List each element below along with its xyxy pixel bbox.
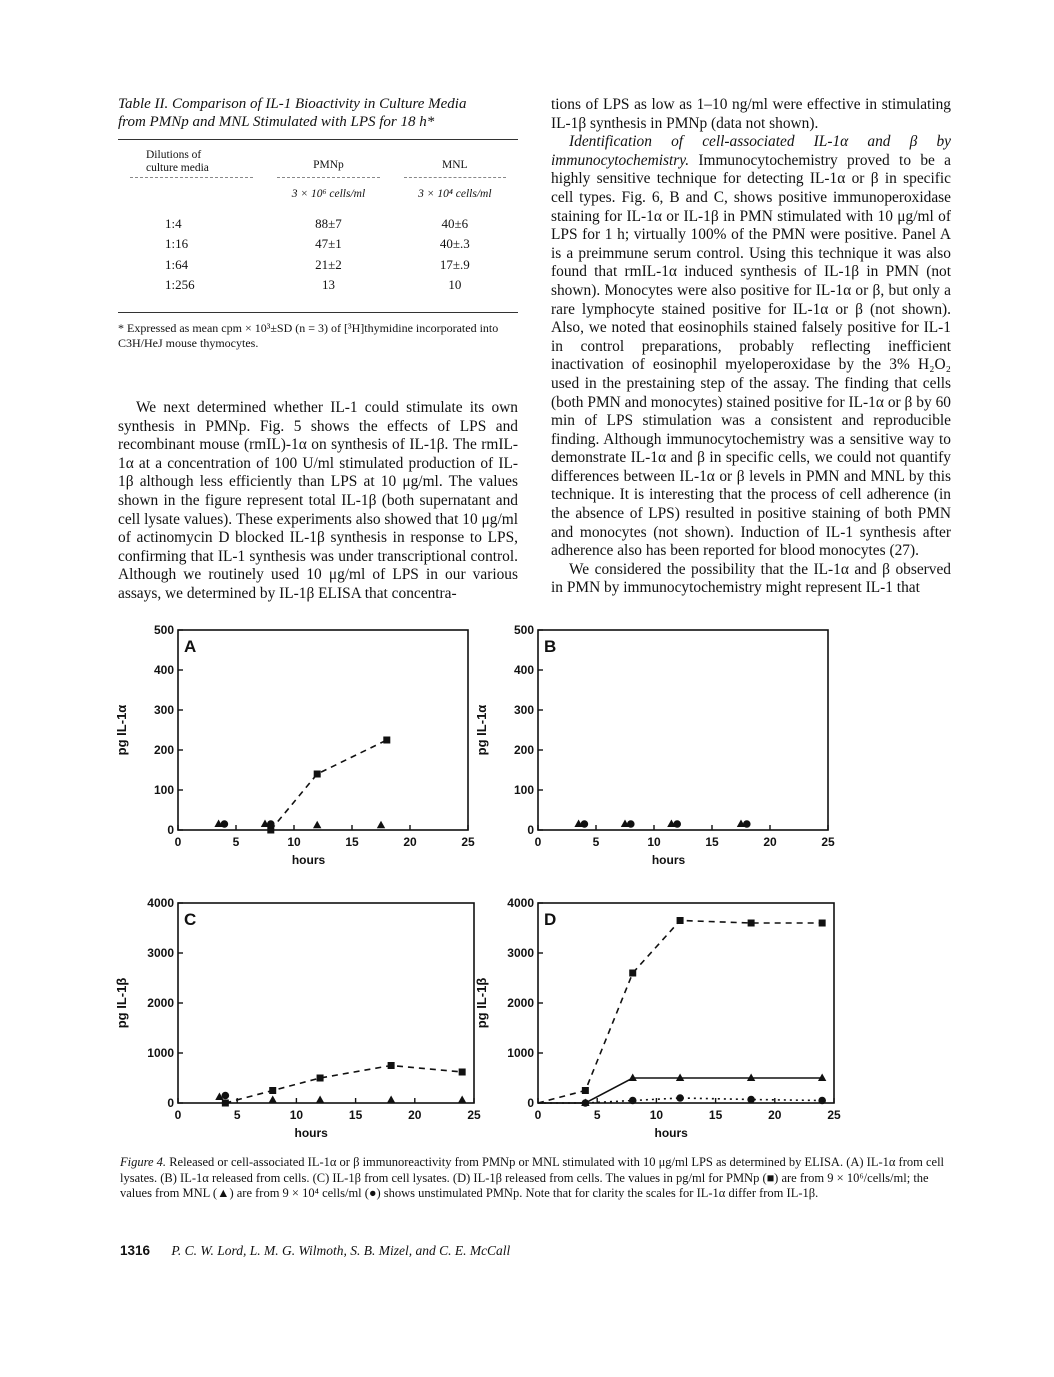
x-tick-label: 0 bbox=[534, 835, 542, 849]
y-tick-label: 4000 bbox=[147, 896, 174, 910]
y-axis-label: pg IL-1β bbox=[114, 977, 129, 1029]
x-axis-label: hours bbox=[654, 1126, 688, 1140]
panel-d bbox=[474, 896, 841, 1140]
x-tick-label: 20 bbox=[768, 1108, 782, 1122]
y-tick-label: 100 bbox=[153, 783, 174, 797]
unit-empty bbox=[118, 179, 265, 214]
table-title bbox=[118, 96, 518, 131]
point-circle bbox=[673, 820, 681, 828]
point-circle bbox=[582, 1099, 590, 1107]
x-tick-label: 10 bbox=[649, 1108, 664, 1122]
x-tick-label: 15 bbox=[708, 1108, 723, 1122]
y-tick-label: 3000 bbox=[147, 946, 174, 960]
left-column bbox=[118, 96, 518, 604]
panel-a bbox=[114, 623, 475, 867]
point-square bbox=[383, 737, 390, 744]
x-axis-label: hours bbox=[294, 1126, 328, 1140]
y-tick-label: 400 bbox=[513, 663, 534, 677]
point-square bbox=[748, 920, 755, 927]
cell-mnl: 40±6 bbox=[441, 215, 469, 231]
units-row bbox=[118, 179, 518, 214]
y-tick-label: 100 bbox=[513, 783, 534, 797]
x-tick-label: 15 bbox=[345, 835, 359, 849]
table-row bbox=[118, 275, 518, 296]
point-circle bbox=[676, 1094, 684, 1102]
y-tick-label: 200 bbox=[513, 743, 534, 757]
body-paragraph: tions of LPS as low as 1–10 ng/ml were effective in stimulating IL-1β synthesis in PMNp (data not shown). bbox=[551, 96, 951, 132]
table-title-line: Table II. Comparison of IL-1 Bioactivity in Culture Media bbox=[118, 96, 467, 112]
table-footnote: * Expressed as mean cpm × 10³±SD (n = 3) of [³H]thymidine incorporated into C3H/HeJ mouse thymocytes. bbox=[118, 320, 499, 350]
cell-dilution: 1:64 bbox=[165, 256, 189, 272]
point-square bbox=[222, 1100, 229, 1107]
point-square bbox=[629, 970, 636, 977]
point-square bbox=[269, 1087, 276, 1094]
running-authors: P. C. W. Lord, L. M. G. Wilmoth, S. B. Mizel, and C. E. McCall bbox=[171, 1243, 511, 1258]
y-tick-label: 300 bbox=[513, 703, 534, 717]
y-tick-label: 0 bbox=[527, 823, 534, 837]
point-square bbox=[819, 920, 826, 927]
point-triangle bbox=[269, 1096, 277, 1104]
x-tick-label: 20 bbox=[408, 1108, 422, 1122]
point-circle bbox=[818, 1097, 826, 1105]
y-tick-label: 3000 bbox=[507, 946, 534, 960]
series-line-square bbox=[271, 740, 387, 830]
body-paragraph: We considered the possibility that the IL-1α and β observed in PMN by immunocytochemistry might represent IL-1 that bbox=[551, 560, 951, 597]
x-axis-label: hours bbox=[651, 853, 686, 867]
header-pmnp: PMNp bbox=[313, 159, 344, 172]
header-dilutions-line: culture media bbox=[146, 162, 209, 174]
dash-rule bbox=[404, 177, 506, 178]
point-square bbox=[388, 1062, 395, 1069]
panel-letter: C bbox=[184, 910, 197, 929]
y-tick-label: 500 bbox=[153, 623, 174, 637]
unit-pmnp: 3 × 10⁶ cells/ml bbox=[291, 188, 366, 200]
unit-mnl: 3 × 10⁴ cells/ml bbox=[418, 188, 492, 200]
y-tick-label: 0 bbox=[167, 1096, 174, 1110]
series-line-square bbox=[225, 1066, 462, 1104]
cell-pmnp: 88±7 bbox=[315, 215, 342, 231]
point-square bbox=[317, 1075, 324, 1082]
x-tick-label: 25 bbox=[827, 1108, 841, 1122]
cell-pmnp: 13 bbox=[321, 277, 335, 293]
plot-frame bbox=[178, 630, 468, 830]
point-square bbox=[314, 771, 321, 778]
x-tick-label: 0 bbox=[174, 835, 182, 849]
point-square bbox=[677, 917, 684, 924]
dash-rule bbox=[277, 177, 379, 178]
x-axis-label: hours bbox=[291, 853, 326, 867]
point-circle bbox=[222, 1092, 230, 1100]
header-dilutions-line: Dilutions of bbox=[146, 149, 202, 161]
caption-label: Figure 4. bbox=[120, 1155, 167, 1169]
y-tick-label: 300 bbox=[153, 703, 174, 717]
x-tick-label: 20 bbox=[763, 835, 777, 849]
y-tick-label: 400 bbox=[153, 663, 174, 677]
body-paragraph: We next determined whether IL-1 could stimulate its own synthesis in PMNp. Fig. 5 shows the effects of LPS and recombinant mouse (rmIL)-1α on synthesis of IL-1β. The rmIL-1α at a concentration of 100 U/ml stimulated production of IL-1β although less efficiently than LPS at 10 μg/ml. The values shown in the figure represent total IL-1β (both supernatant and cell lysate values). These experiments also showed that 10 μg/ml of actinomycin D blocked IL-1β synthesis in response to LPS, confirming that IL-1 synthesis was under transcriptional control. Although we routinely used 10 μg/ml of LPS in our various assays, we determined by IL-1β ELISA that concentra- bbox=[118, 398, 518, 602]
x-tick-label: 20 bbox=[403, 835, 417, 849]
figure-4 bbox=[100, 618, 960, 1158]
header-mnl: MNL bbox=[442, 159, 468, 172]
plot-frame bbox=[538, 630, 828, 830]
point-square bbox=[459, 1069, 466, 1076]
x-tick-label: 0 bbox=[534, 1108, 542, 1122]
point-circle bbox=[581, 820, 589, 828]
header-dilutions bbox=[118, 148, 265, 176]
table-row bbox=[118, 234, 518, 255]
page-number: 1316 bbox=[120, 1243, 151, 1258]
y-tick-label: 0 bbox=[527, 1096, 534, 1110]
point-circle bbox=[747, 1096, 755, 1104]
panel-letter: D bbox=[544, 910, 557, 929]
table-title-line: from PMNp and MNL Stimulated with LPS for 18 h* bbox=[118, 113, 435, 130]
point-circle bbox=[629, 1097, 637, 1105]
x-tick-label: 25 bbox=[467, 1108, 481, 1122]
x-tick-label: 15 bbox=[705, 835, 719, 849]
point-square bbox=[582, 1087, 589, 1094]
table-bottom-rule bbox=[118, 312, 518, 313]
x-tick-label: 10 bbox=[647, 835, 661, 849]
panel-letter: B bbox=[544, 637, 557, 656]
point-triangle bbox=[316, 1096, 324, 1104]
cell-mnl: 17±.9 bbox=[439, 256, 470, 272]
cell-mnl: 40±.3 bbox=[439, 236, 470, 252]
caption-text: Released or cell-associated IL-1α or β immunoreactivity from PMNp or MNL stimulated with 10 μg/ml LPS as determined by ELISA. (A) IL-1α from cell lysates. (B) IL-1α released from cells. (C) IL-1β from cell lysates. (D) IL-1β released from cells. The values in pg/ml for PMNp (■) are from 9 × 10⁶/cells/ml; the values from MNL (▲) are from 9 × 10⁴ cells/ml (●) shows unstimulated PMNp. Note that for clarity the scales for IL-1α differ from IL-1β. bbox=[120, 1155, 945, 1200]
x-tick-label: 15 bbox=[348, 1108, 363, 1122]
x-tick-label: 5 bbox=[593, 1108, 601, 1122]
body-paragraph bbox=[551, 133, 951, 561]
x-tick-label: 10 bbox=[287, 835, 301, 849]
y-tick-label: 1000 bbox=[507, 1046, 534, 1060]
dash-rule bbox=[130, 177, 253, 178]
x-tick-label: 25 bbox=[821, 835, 835, 849]
point-circle bbox=[267, 820, 275, 828]
y-tick-label: 500 bbox=[513, 623, 534, 637]
x-tick-label: 5 bbox=[233, 1108, 241, 1122]
cell-mnl: 10 bbox=[448, 277, 462, 293]
cell-dilution: 1:4 bbox=[165, 215, 182, 231]
panel-b bbox=[474, 623, 835, 867]
cell-dilution: 1:256 bbox=[165, 277, 195, 293]
y-tick-label: 2000 bbox=[507, 996, 534, 1010]
x-tick-label: 5 bbox=[592, 835, 600, 849]
panel-c bbox=[114, 896, 481, 1140]
point-triangle bbox=[387, 1096, 395, 1104]
table-top-rule bbox=[118, 139, 518, 140]
plot-frame bbox=[178, 903, 474, 1103]
y-tick-label: 4000 bbox=[507, 896, 534, 910]
cell-dilution: 1:16 bbox=[165, 236, 189, 252]
cell-pmnp: 47±1 bbox=[315, 236, 342, 252]
cell-pmnp: 21±2 bbox=[315, 256, 342, 272]
point-triangle bbox=[313, 821, 321, 829]
point-circle bbox=[743, 820, 751, 828]
table-header-row bbox=[118, 148, 518, 176]
point-triangle bbox=[458, 1096, 466, 1104]
table-ii bbox=[118, 148, 518, 296]
figure-caption bbox=[120, 1155, 955, 1202]
x-tick-label: 25 bbox=[461, 835, 475, 849]
x-tick-label: 0 bbox=[174, 1108, 182, 1122]
point-circle bbox=[221, 820, 229, 828]
y-axis-label: pg IL-1α bbox=[114, 704, 129, 756]
section-body: Immunocytochemistry proved to be a highly sensitive technique for detecting IL-1α or β in specific cell types. Fig. 6, B and C, shows positive immunoperoxidase staining for IL-1α or IL-1β in PMN stimulated with 10 μg/ml of LPS for 1 h; virtually 100% of the PMN were positive. Panel A is a preimmune serum control. Using this technique it was also found that rmIL-1α induced synthesis of IL-1β in PMN (not shown). Monocytes were also positive for IL-1α or β, but only a rare lymphocyte stained positive for IL-1α or β (not shown). Also, we noted that eosinophils stained falsely positive for IL-1 in control preparations, probably reflecting inefficient inactivation of eosinophil myeloperoxidase by the 3% H₂O₂ used in the prestaining step of the assay. The finding that cells (both PMN and monocytes) stained positive for IL-1α or β by 60 min of LPS stimulation was a consistent and reproducible finding. Although immunocytochemistry was a sensitive way to demonstrate IL-1α and β in specific cells, we could not quantify differences between IL-1α or β levels in PMN and MNL by this technique. It is interesting that the process of cell adherence (in the absence of LPS) resulted in positive staining of both PMN and monocytes (not shown). Induction of IL-1 synthesis after adherence also has been reported for blood monocytes (27). bbox=[551, 151, 951, 560]
right-column bbox=[551, 96, 951, 598]
y-axis-label: pg IL-1β bbox=[474, 977, 489, 1029]
page-footer bbox=[120, 1243, 510, 1259]
y-tick-label: 0 bbox=[167, 823, 174, 837]
point-triangle bbox=[377, 821, 385, 829]
section-heading: Identification of cell-associated IL-1α and β by immunocytochemistry. bbox=[551, 133, 951, 169]
y-axis-label: pg IL-1α bbox=[474, 704, 489, 756]
y-tick-label: 200 bbox=[153, 743, 174, 757]
x-tick-label: 10 bbox=[289, 1108, 304, 1122]
y-tick-label: 2000 bbox=[147, 996, 174, 1010]
table-row bbox=[118, 255, 518, 276]
panel-letter: A bbox=[184, 637, 197, 656]
plot-frame bbox=[538, 903, 834, 1103]
x-tick-label: 5 bbox=[232, 835, 240, 849]
y-tick-label: 1000 bbox=[147, 1046, 174, 1060]
table-row bbox=[118, 214, 518, 235]
point-circle bbox=[627, 820, 635, 828]
figure-4-chart bbox=[100, 618, 960, 1158]
